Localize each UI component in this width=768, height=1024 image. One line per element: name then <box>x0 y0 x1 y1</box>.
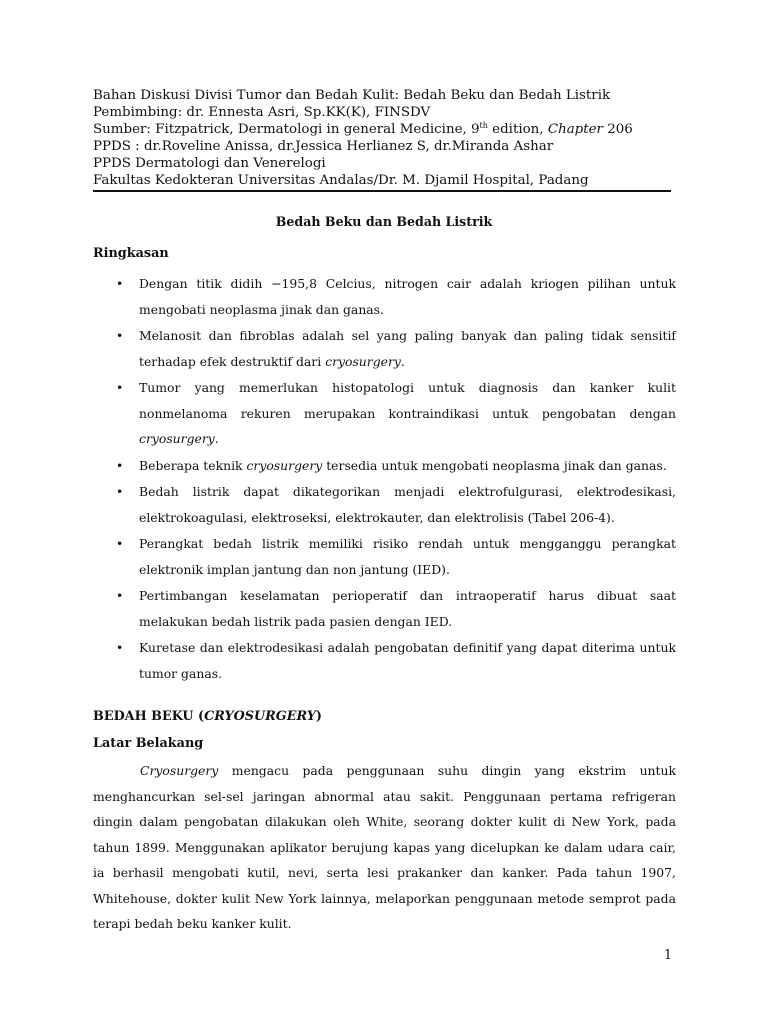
list-item: • Perangkat bedah listrik memiliki risiko rendah untuk mengganggu perangkat elektronik implan jantung dan non jantung (IED). <box>116 531 676 582</box>
page-number: 1 <box>664 947 673 962</box>
summary-list <box>116 271 676 687</box>
list-item: • Pertimbangan keselamatan perioperatif dan intraoperatif harus dibuat saat melakukan bedah listrik pada pasien dengan IED. <box>116 583 676 634</box>
list-item: • Melanosit dan fibroblas adalah sel yang paling banyak dan paling tidak sensitif terhadap efek destruktif dari cryosurgery. <box>116 323 676 374</box>
document-header <box>93 87 671 192</box>
section-heading: BEDAH BEKU (CRYOSURGERY) <box>93 709 322 724</box>
list-item: • Kuretase dan elektrodesikasi adalah pengobatan definitif yang dapat diterima untuk tumor ganas. <box>116 635 676 686</box>
header-line-topic: Bahan Diskusi Divisi Tumor dan Bedah Kulit: Bedah Beku dan Bedah Listrik <box>93 88 611 103</box>
list-item: • Tumor yang memerlukan histopatologi untuk diagnosis dan kanker kulit nonmelanoma rekuren merupakan kontraindikasi untuk pengobatan dengan cryosurgery. <box>116 375 676 452</box>
list-item: • Beberapa teknik cryosurgery tersedia untuk mengobati neoplasma jinak dan ganas. <box>116 453 676 479</box>
subsection-heading: Latar Belakang <box>93 736 204 751</box>
header-line-supervisor: Pembimbing: dr. Ennesta Asri, Sp.KK(K), FINSDV <box>93 105 431 120</box>
summary-heading: Ringkasan <box>93 246 169 261</box>
list-item: • Bedah listrik dapat dikategorikan menjadi elektrofulgurasi, elektrodesikasi, elektrokoagulasi, elektroseksi, elektrokauter, dan elektrolisis (Tabel 206-4). <box>116 479 676 530</box>
header-line-source: Sumber: Fitzpatrick, Dermatologi in general Medicine, 9th edition, Chapter 206 <box>93 121 633 137</box>
header-line-institution: Fakultas Kedokteran Universitas Andalas/Dr. M. Djamil Hospital, Padang <box>93 173 589 188</box>
body-paragraph: Cryosurgery mengacu pada penggunaan suhu dingin yang ekstrim untuk menghancurkan sel-sel jaringan abnormal atau sakit. Penggunaan pertama refrigeran dingin dalam pengobatan dilakukan oleh White, seorang dokter kulit di New York, pada tahun 1899. Menggunakan aplikator berujung kapas yang dicelupkan ke dalam udara cair, ia berhasil mengobati kutil, nevi, serta lesi prakanker dan kanker. Pada tahun 1907, Whitehouse, dokter kulit New York lainnya, melaporkan penggunaan metode semprot pada terapi bedah beku kanker kulit. <box>93 763 676 931</box>
header-line-program: PPDS Dermatologi dan Venerelogi <box>93 156 326 171</box>
list-item: • Dengan titik didih −195,8 Celcius, nitrogen cair adalah kriogen pilihan untuk mengobati neoplasma jinak dan ganas. <box>116 271 676 322</box>
header-line-authors: PPDS : dr.Roveline Anissa, dr.Jessica Herlianez S, dr.Miranda Ashar <box>93 139 554 154</box>
document-title: Bedah Beku dan Bedah Listrik <box>275 214 493 229</box>
